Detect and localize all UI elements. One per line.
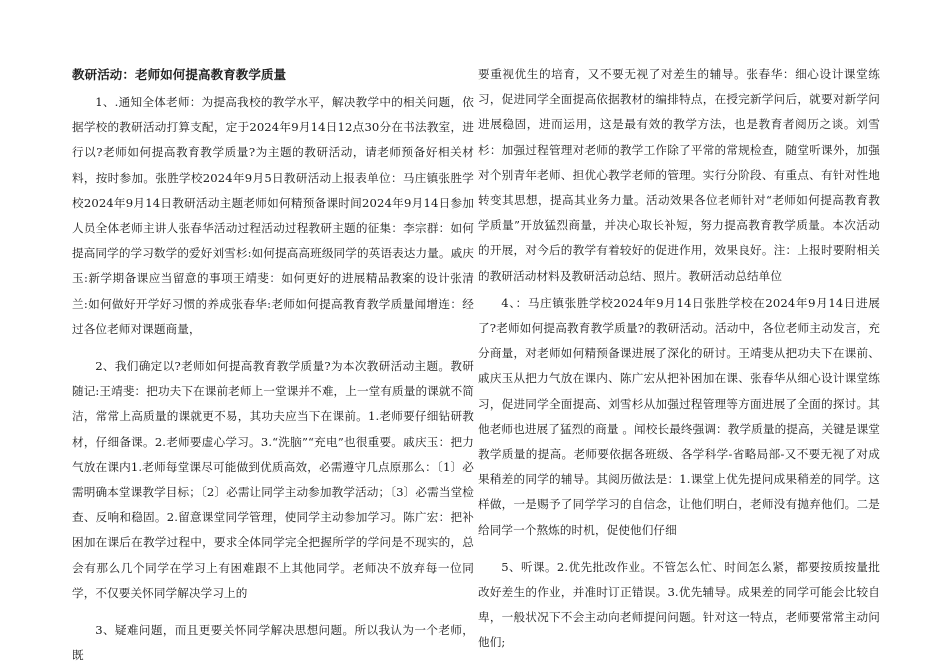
paragraph-5: 5、听课。2.优先批改作业。不管怎么忙、时间怎么紧，都要按质按量批改好差生的作业，并准时订正错误。3.优先辅导。成果差的同学可能会比较自卑，一般状况下不会主动向老师提问问题。针对这一特点，老师要常常主动问他们; bbox=[478, 559, 880, 650]
paragraph-1: 1、.通知全体老师：为提高我校的教学水平，解决教学中的相关问题，依据学校的教研活动打算支配，定于2024年9月14日12点30分在书法教室，进行以?老师如何提高教育教学质量?为主题的教研活动，请老师预备好相关材料，按时参加。张胜学校2024年9月5日教研活动上报表单位：马庄镇张胜学校2024年9月14日教研活动主题老师如何精预备课时间2024年9月14日参加人员全体老师主讲人张春华活动过程活动过程教研主题的征集：李宗群：如何提高同学的学习数学的爱好刘雪杉:如何提高高班级同学的英语表达力量。戚庆玉:新学期备课应当留意的事项王靖斐：如何更好的进展精品教案的设计张清兰:如何做好开学好习惯的养成张春华:老师如何提高教育教学质量闻增连：经过各位老师对课题商量， bbox=[72, 95, 474, 336]
paragraph-4: 4、：马庄镇张胜学校2024年9月14日张胜学校在2024年9月14日进展了?老师如何提高教育教学质量?的教研活动。活动中，各位老师主动发言，充分商量，对老师如何精预备课进展了深化的研讨。王靖斐从把功夫下在课前、戚庆玉从把力气放在课内、陈广宏从把补困加在课、张春华从细心设计课堂练习，促进同学全面提高、刘雪杉从加强过程管理等方面进展了全面的探讨。其他老师也进展了猛烈的商量 。闻校长最终强调：教学质量的提高，关键是课堂教学质量的提高。老师要依据各班级、各学科学-省略局部-又不要无视了对成果稍差的同学的辅导。其阅历做法是：1.课堂上优先提问成果稍差的同学。这样做，一是赐予了同学学习的自信念，让他们明白，老师没有抛弃他们。二是给同学一个熬炼的时机，促使他们仔细 bbox=[478, 295, 880, 537]
left-column bbox=[72, 62, 474, 670]
right-column bbox=[478, 62, 880, 658]
paragraph-3-continued: 要重视优生的培育，又不要无视了对差生的辅导。张春华：细心设计课堂练习，促进同学全面提高依据教材的编排特点，在授完新学问后，就要对新学问进展稳固，进而运用，这是最有效的教学方法，也是教育者阅历之谈。刘雪杉：加强过程管理对老师的教学工作除了平常的常规检查，随堂听课外，加强对个别青年老师、担优心教学老师的管理。实行分阶段、有重点、有针对性地转变其思想，提高其业务力量。活动效果各位老师针对“老师如何提高教育教学质量”开放猛烈商量，并决心取长补短，努力提高教育教学质量。本次活动的开展，对今后的教学有着较好的促进作用，效果良好。注：上报时要附相关的教研活动材料及教研活动总结、照片。教研活动总结单位 bbox=[478, 67, 880, 283]
document-title: 教研活动：老师如何提高教育教学质量 bbox=[72, 67, 287, 82]
paragraph-3: 3、疑难问题，而且更要关怀同学解决思想问题。所以我认为一个老师，既 bbox=[72, 623, 474, 663]
paragraph-2: 2、我们确定以?老师如何提高教育教学质量?为本次教研活动主题。教研随记:王靖斐：把功夫下在课前老师上一堂课并不难，上一堂有质量的课就不简洁，常常上高质量的课就更不易，其功夫应当下在课前。1.老师要仔细钻研教材，仔细备课。2.老师要虚心学习。3.“洗脑”“充电”也很重要。戚庆玉：把力气放在课内1.老师每堂课尽可能做到优质高效，必需遵守几点原那么：〔1〕必需明确本堂课教学目标；〔2〕必需让同学主动参加教学活动；〔3〕必需当堂检查、反响和稳固。2.留意课堂同学管理，使同学主动参加学习。陈广宏：把补困加在课后在教学过程中，要求全体同学完全把握所学的学问是不现实的，总会有那么几个同学在学习上有困难跟不上其他同学。老师决不放弃每一位同学，不仅要关怀同学解决学习上的 bbox=[72, 359, 474, 600]
